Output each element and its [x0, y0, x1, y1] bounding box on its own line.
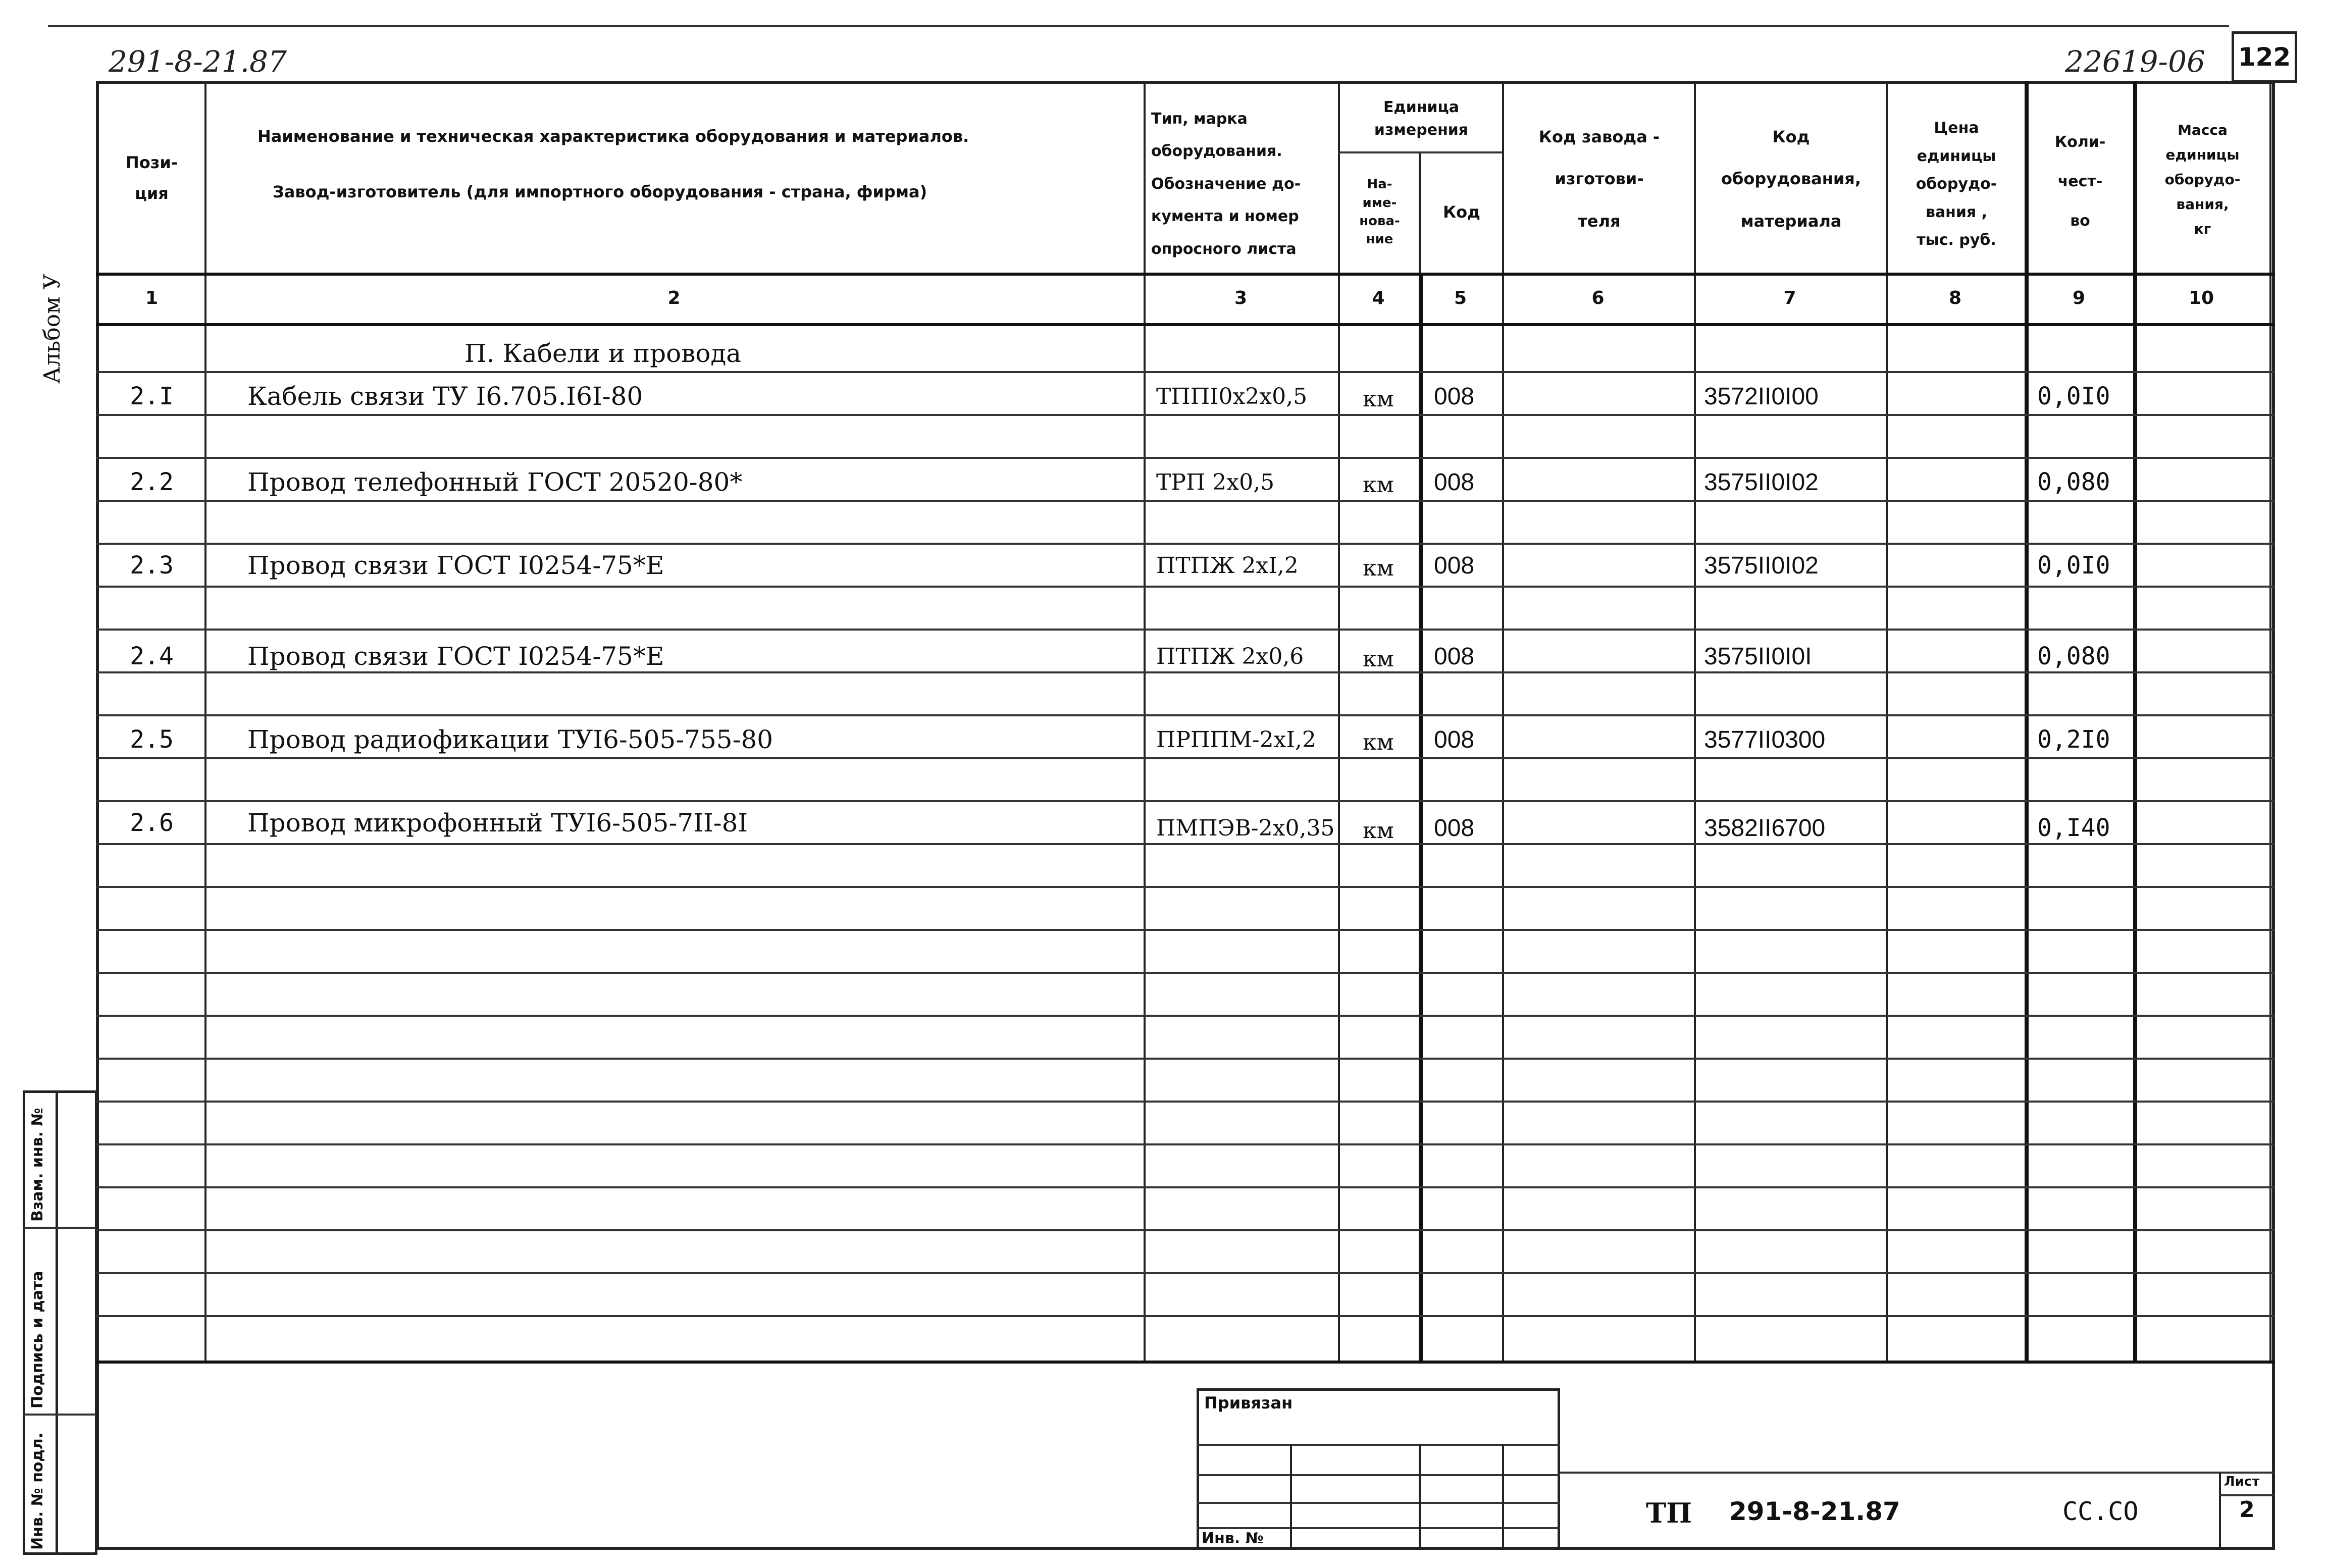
row-unit-code: 008: [1434, 383, 1475, 410]
col-divider: [1419, 273, 1423, 1361]
row-line: [96, 457, 2275, 459]
header-col-mass: Масса единицы оборудо- вания, кг: [2164, 121, 2241, 237]
column-number: 7: [1783, 287, 1796, 308]
side-stamp-divider: [23, 1414, 97, 1416]
binding-stamp-line: [1197, 1502, 1560, 1504]
row-line: [96, 1186, 2275, 1188]
album-label: Альбом У: [39, 273, 65, 384]
binding-stamp-divider: [1290, 1444, 1292, 1550]
column-number: 10: [2188, 287, 2214, 308]
header-col-name-line1: Наименование и техническая характеристика оборудования и материалов.: [257, 126, 969, 146]
row-name: Провод связи ГОСТ I0254-75*Е: [247, 551, 664, 580]
row-unit-code: 008: [1434, 814, 1475, 842]
column-number: 5: [1454, 287, 1467, 308]
title-block-sheet-label: Лист: [2224, 1474, 2260, 1489]
row-material-code: 3575II0I02: [1704, 468, 1819, 496]
row-unit-code: 008: [1434, 726, 1475, 753]
binding-stamp-divider: [1502, 1444, 1504, 1550]
row-position: 2.6: [130, 809, 174, 837]
row-type: ПМПЭВ-2x0,35: [1156, 815, 1335, 841]
row-quantity: 0,080: [2037, 468, 2110, 496]
row-material-code: 3575II0I02: [1704, 552, 1819, 579]
row-unit-code: 008: [1434, 552, 1475, 579]
title-block-divider: [2219, 1472, 2221, 1550]
column-number: 9: [2072, 287, 2086, 308]
row-name: Провод телефонный ГОСТ 20520-80*: [247, 467, 743, 497]
row-quantity: 0,I40: [2037, 814, 2110, 842]
column-number: 1: [145, 287, 159, 308]
row-quantity: 0,080: [2037, 642, 2110, 670]
row-material-code: 3577II0300: [1704, 726, 1826, 753]
title-block-sheet-value: 2: [2239, 1497, 2255, 1523]
row-line: [96, 1058, 2275, 1060]
side-stamp-podpis: Подпись и дата: [29, 1271, 46, 1408]
row-line: [96, 1272, 2275, 1274]
row-line: [96, 886, 2275, 888]
table-bottom-line: [96, 1361, 2275, 1364]
unit-group-divider: [1338, 151, 1502, 153]
row-line: [96, 1143, 2275, 1145]
row-position: 2.2: [130, 468, 174, 496]
row-unit: км: [1363, 555, 1394, 581]
row-line: [96, 586, 2275, 588]
header-col-price: Цена единицы оборудо- вания , тыс. руб.: [1916, 119, 1997, 249]
binding-stamp-divider: [1419, 1444, 1421, 1550]
row-quantity: 0,0I0: [2037, 551, 2110, 580]
section-title: П. Кабели и провода: [464, 339, 742, 368]
binding-stamp-box: [1197, 1388, 1560, 1550]
column-number: 6: [1591, 287, 1605, 308]
row-unit: км: [1363, 386, 1394, 412]
row-type: ПТПЖ 2xI,2: [1156, 552, 1299, 579]
row-name: Провод связи ГОСТ I0254-75*Е: [247, 642, 664, 671]
row-type: ПТПЖ 2x0,6: [1156, 643, 1304, 669]
row-line: [96, 714, 2275, 716]
row-quantity: 0,2I0: [2037, 725, 2110, 754]
doc-ref-left: 291-8-21.87: [109, 44, 287, 79]
header-col-position: Пози- ция: [125, 152, 178, 203]
title-block-sheet-line: [2219, 1494, 2275, 1496]
row-position: 2.5: [130, 725, 174, 754]
row-unit-code: 008: [1434, 643, 1475, 670]
row-line: [96, 800, 2275, 802]
side-stamp-vzam: Взам. инв. №: [29, 1108, 46, 1222]
row-line: [96, 1229, 2275, 1231]
row-position: 2.4: [130, 642, 174, 670]
row-position: 2.3: [130, 551, 174, 580]
side-stamp-divider: [23, 1227, 97, 1229]
binding-stamp-privyazan: Привязан: [1204, 1393, 1293, 1413]
binding-stamp-line: [1197, 1444, 1560, 1446]
row-unit: км: [1363, 817, 1394, 844]
col-divider: [1419, 151, 1421, 273]
title-block-doc-mark: СС.СО: [2062, 1497, 2139, 1526]
doc-ref-right: 22619-06: [2065, 44, 2205, 79]
row-line: [96, 543, 2275, 545]
row-type: ТРП 2x0,5: [1156, 469, 1275, 495]
row-type: ПРППМ-2xI,2: [1156, 726, 1316, 753]
column-number: 2: [667, 287, 681, 308]
header-col-factory-code: Код завода - изготови- теля: [1538, 127, 1660, 231]
sheet-number-box: [2232, 31, 2297, 83]
row-position: 2.I: [130, 382, 174, 410]
row-type: ТППI0x2x0,5: [1156, 383, 1308, 409]
column-number: 4: [1372, 287, 1385, 308]
row-line: [96, 629, 2275, 631]
column-number: 8: [1948, 287, 1962, 308]
row-line: [96, 1315, 2275, 1317]
header-unit-group: Единица измерения: [1374, 98, 1469, 139]
row-line: [96, 1101, 2275, 1103]
row-line: [96, 929, 2275, 931]
binding-stamp-inv-no: Инв. №: [1202, 1530, 1264, 1547]
row-name: Провод радиофикации ТУI6-505-755-80: [247, 725, 773, 754]
row-line: [96, 972, 2275, 974]
row-name: Провод микрофонный ТУI6-505-7II-8I: [247, 808, 748, 838]
header-col-unit-name: На- име- нова- ние: [1359, 177, 1400, 247]
title-block-top-line: [1560, 1472, 2275, 1474]
row-unit: км: [1363, 729, 1394, 755]
header-col-unit-code: Код: [1443, 202, 1480, 222]
column-number-line: [96, 323, 2275, 326]
side-stamp-inv-podl: Инв. № подл.: [29, 1432, 46, 1550]
row-name: Кабель связи ТУ I6.705.I6I-80: [247, 382, 643, 411]
row-quantity: 0,0I0: [2037, 382, 2110, 410]
header-col-name-line2: Завод-изготовитель (для импортного оборудования - страна, фирма): [273, 182, 927, 201]
binding-stamp-line: [1197, 1474, 1560, 1476]
row-material-code: 3582II6700: [1704, 814, 1826, 842]
header-col-material-code: Код оборудования, материала: [1721, 127, 1861, 231]
binding-stamp-line: [1197, 1527, 1560, 1529]
title-block-doc-number: 291-8-21.87: [1729, 1497, 1900, 1526]
column-number: 3: [1234, 287, 1248, 308]
header-col-type: Тип, марка оборудования. Обозначение до- кумента и номер опросного листа: [1151, 110, 1301, 258]
row-line: [96, 1015, 2275, 1017]
row-unit-code: 008: [1434, 468, 1475, 496]
sheet-number: 122: [2238, 42, 2291, 72]
row-line: [96, 371, 2275, 373]
row-material-code: 3572II0I00: [1704, 383, 1819, 410]
row-unit: км: [1363, 646, 1394, 672]
header-col-quantity: Коли- чест- во: [2054, 133, 2106, 230]
row-material-code: 3575II0I0I: [1704, 643, 1812, 670]
title-block-tp-label: ТП: [1646, 1497, 1692, 1529]
row-unit: км: [1363, 472, 1394, 498]
page-top-line: [48, 25, 2229, 27]
